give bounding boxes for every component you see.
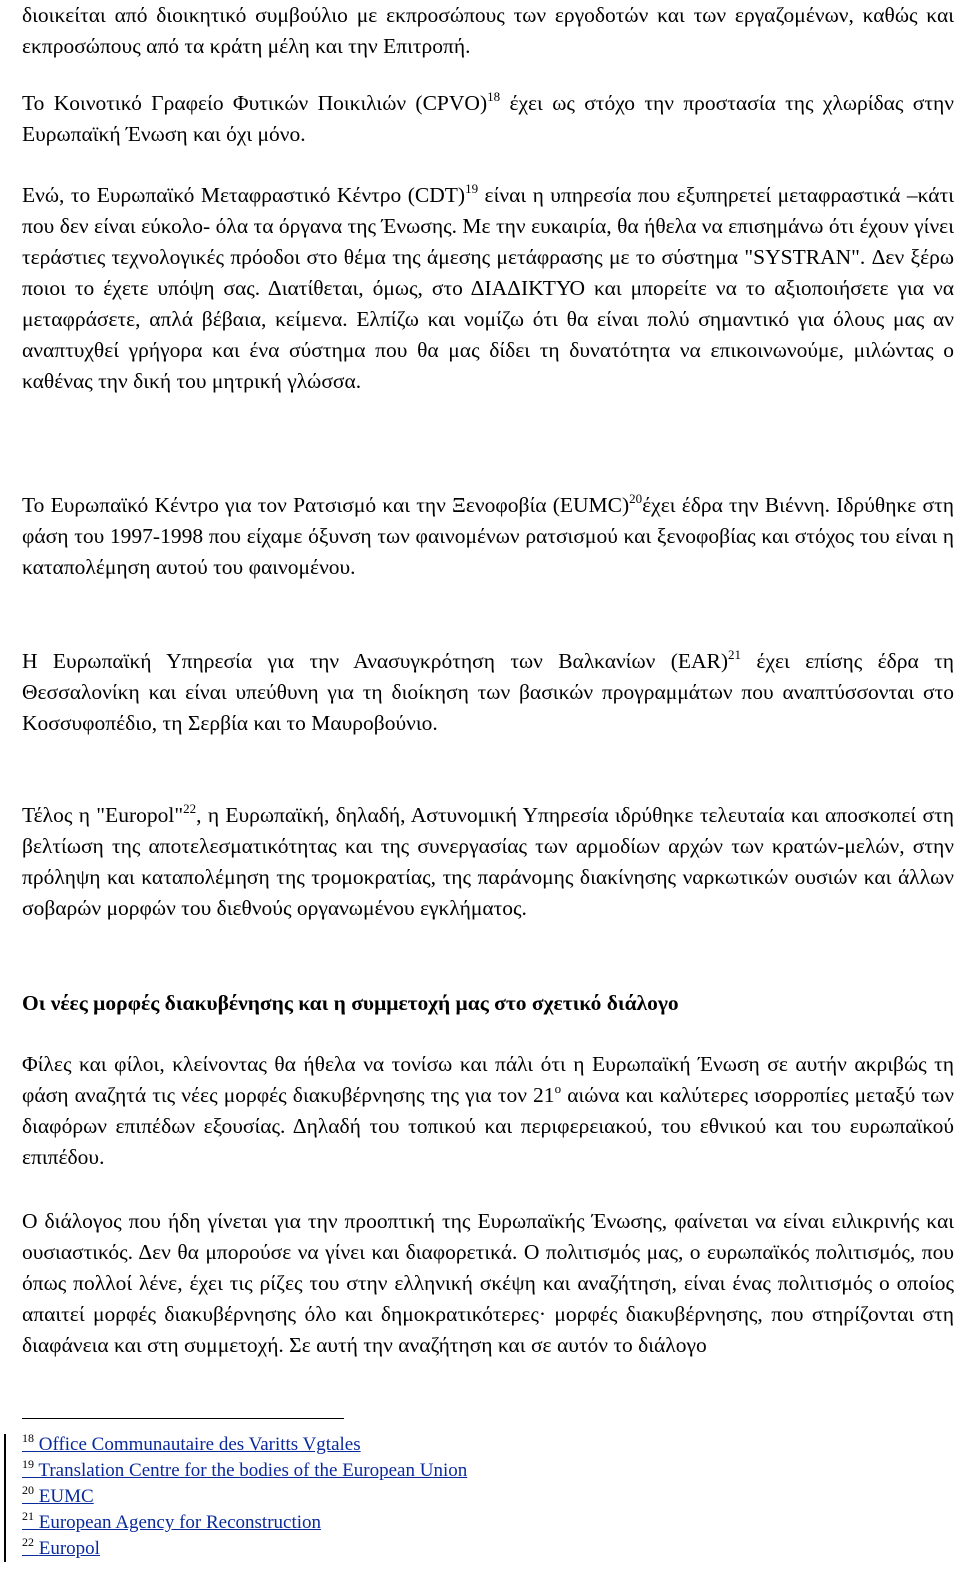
footnote-18[interactable] — [22, 1432, 722, 1458]
paragraph-text: Ο διάλογος που ήδη γίνεται για την προοπτική της Ευρωπαϊκής Ένωσης, φαίνεται να είναι ειλικρινής και ουσιαστικός. Δεν θα μπορούσε να γίνει και διαφορετικά. Ο πολιτισμός μας, ο ευρωπαϊκός πολιτισμός, που όπως πολλοί λένε, έχει τις ρίζες του στην ελληνική σκέψη και αναζήτηση, είναι ένας πολιτισμός ο οποίος απαιτεί μορφές διακυβέρνησης όλο και δημοκρατικότερες· μορφές διακυβέρνησης, που στηρίζονται στη διαφάνεια και στη συμμετοχή. Σε αυτή την αναζήτηση και σε αυτόν το διάλογο — [22, 1209, 954, 1357]
section-heading: Οι νέες μορφές διακυβένησης και η συμμετοχή μας στο σχετικό διάλογο — [22, 991, 679, 1015]
footnote-separator — [22, 1418, 344, 1419]
footnote-20[interactable] — [22, 1484, 722, 1510]
paragraph-text: έχει ως στόχο την προστασία της χλωρίδας στην Ευρωπαϊκή Ένωση και όχι μόνο. — [22, 91, 954, 146]
footnote-ref-20[interactable]: 20 — [629, 491, 643, 506]
footnote-number: 19 — [22, 1457, 34, 1471]
paragraph-cdt — [22, 180, 954, 397]
footnote-number: 18 — [22, 1431, 34, 1445]
footnote-text[interactable]: Translation Centre for the bodies of the European Union — [38, 1460, 468, 1481]
paragraph-text: διοικείται από διοικητικό συμβούλιο με εκπροσώπους των εργοδοτών και των εργαζομένων, καθώς και εκπροσώπους από τα κράτη μέλη και την Επιτροπή. — [22, 3, 954, 58]
ordinal-indicator: ο — [554, 1081, 562, 1096]
footnote-ref-19[interactable]: 19 — [465, 181, 479, 196]
footnote-text[interactable]: Office Communautaire des Varitts Vgtales — [38, 1434, 361, 1455]
paragraph-europol — [22, 800, 954, 924]
footnote-ref-18[interactable]: 18 — [487, 89, 501, 104]
paragraph-cpvo — [22, 88, 954, 150]
footnote-text[interactable]: European Agency for Reconstruction — [38, 1512, 322, 1533]
paragraph-text: Η Ευρωπαϊκή Υπηρεσία για την Ανασυγκρότηση των Βαλκανίων (EAR) — [22, 649, 729, 673]
paragraph-ear — [22, 646, 954, 739]
footnote-number: 22 — [22, 1535, 34, 1549]
paragraph-text: Τέλος η "Europol" — [22, 803, 184, 827]
footnote-ref-21[interactable]: 21 — [728, 647, 742, 662]
paragraph-text: αιώνα και καλύτερες ισορροπίες μεταξύ των διαφόρων επιπέδων εξουσίας. Δηλαδή του τοπικού και περιφερειακού, του εθνικού και του ευρωπαϊκού επιπέδου. — [22, 1083, 954, 1169]
paragraph-text: Φίλες και φίλοι, κλείνοντας θα ήθελα να τονίσω και πάλι ότι η Ευρωπαϊκή Ένωση σε αυτήν ακριβώς τη φάση αναζητά τις νέες μορφές διακυβέρνησης της για τον 21 — [22, 1052, 954, 1107]
paragraph-governance — [22, 1049, 954, 1173]
footnotes — [22, 1432, 722, 1562]
footnote-ref-22[interactable]: 22 — [183, 801, 197, 816]
footnote-text[interactable]: Europol — [38, 1538, 100, 1559]
paragraph-text: Ενώ, το Ευρωπαϊκό Μεταφραστικό Κέντρο (CDT) — [22, 183, 466, 207]
footnote-text[interactable]: EUMC — [38, 1486, 94, 1507]
footnote-number: 21 — [22, 1509, 34, 1523]
paragraph-text: έχει επίσης έδρα τη Θεσσαλονίκη και είναι υπεύθυνη για τη διοίκηση των βασικών προγραμμάτων που αναπτύσσονται στο Κοσσυφοπέδιο, τη Σερβία και το Μαυροβούνιο. — [22, 649, 955, 735]
paragraph-text: Το Κοινοτικό Γραφείο Φυτικών Ποικιλιών (CPVO) — [22, 91, 488, 115]
footnote-21[interactable] — [22, 1510, 722, 1536]
paragraph-text: Το Ευρωπαϊκό Κέντρο για τον Ρατσισμό και την Ξενοφοβία (EUMC) — [22, 493, 630, 517]
footnote-19[interactable] — [22, 1458, 722, 1484]
footnote-22[interactable] — [22, 1536, 722, 1562]
paragraph-eumc — [22, 490, 954, 583]
paragraph-board-of-directors — [22, 0, 954, 62]
paragraph-text: είναι η υπηρεσία που εξυπηρετεί μεταφραστικά –κάτι που δεν είναι εύκολο- όλα τα όργανα της Ένωσης. Με την ευκαιρία, θα ήθελα να επισημάνω ότι έχουν γίνει τεράστιες τεχνολογικές πρόοδοι στο θέμα της άμεσης μετάφρασης με το σύστημα "SYSTRAN". Δεν ξέρω ποιοι το έχετε υπόψη σας. Διατίθεται, όμως, στο ΔΙΑΔΙΚΤΥΟ και μπορείτε να το αξιοποιήσετε για να μεταφράσετε, απλά βέβαια, κείμενα. Ελπίζω και νομίζω ότι θα είναι πολύ σημαντικό για όλους μας αν αναπτυχθεί γρήγορα και ένα σύστημα που θα μας δίδει τη δυνατότητα να επικοινωνούμε, μιλώντας ο καθένας την δική του μητρική γλώσσα. — [22, 183, 954, 393]
paragraph-text: έχει έδρα την Βιέννη. Ιδρύθηκε στη φάση του 1997-1998 που είχαμε όξυνση των φαινομένων ρατσισμού και ξενοφοβίας και στόχος του είναι η καταπολέμηση αυτού του φαινομένου. — [22, 493, 954, 579]
paragraph-dialogue — [22, 1206, 954, 1361]
revision-bar — [4, 1434, 6, 1562]
paragraph-text: , η Ευρωπαϊκή, δηλαδή, Αστυνομική Υπηρεσία ιδρύθηκε τελευταία και αποσκοπεί στη βελτίωση της αποτελεσματικότητας και της συνεργασίας των αρμοδίων αρχών των κρατών-μελών, στην πρόληψη και καταπολέμηση της τρομοκρατίας, της παράνομης διακίνησης ναρκωτικών ουσιών και άλλων σοβαρών μορφών του διεθνούς οργανωμένου εγκλήματος. — [22, 803, 955, 920]
footnote-number: 20 — [22, 1483, 34, 1497]
